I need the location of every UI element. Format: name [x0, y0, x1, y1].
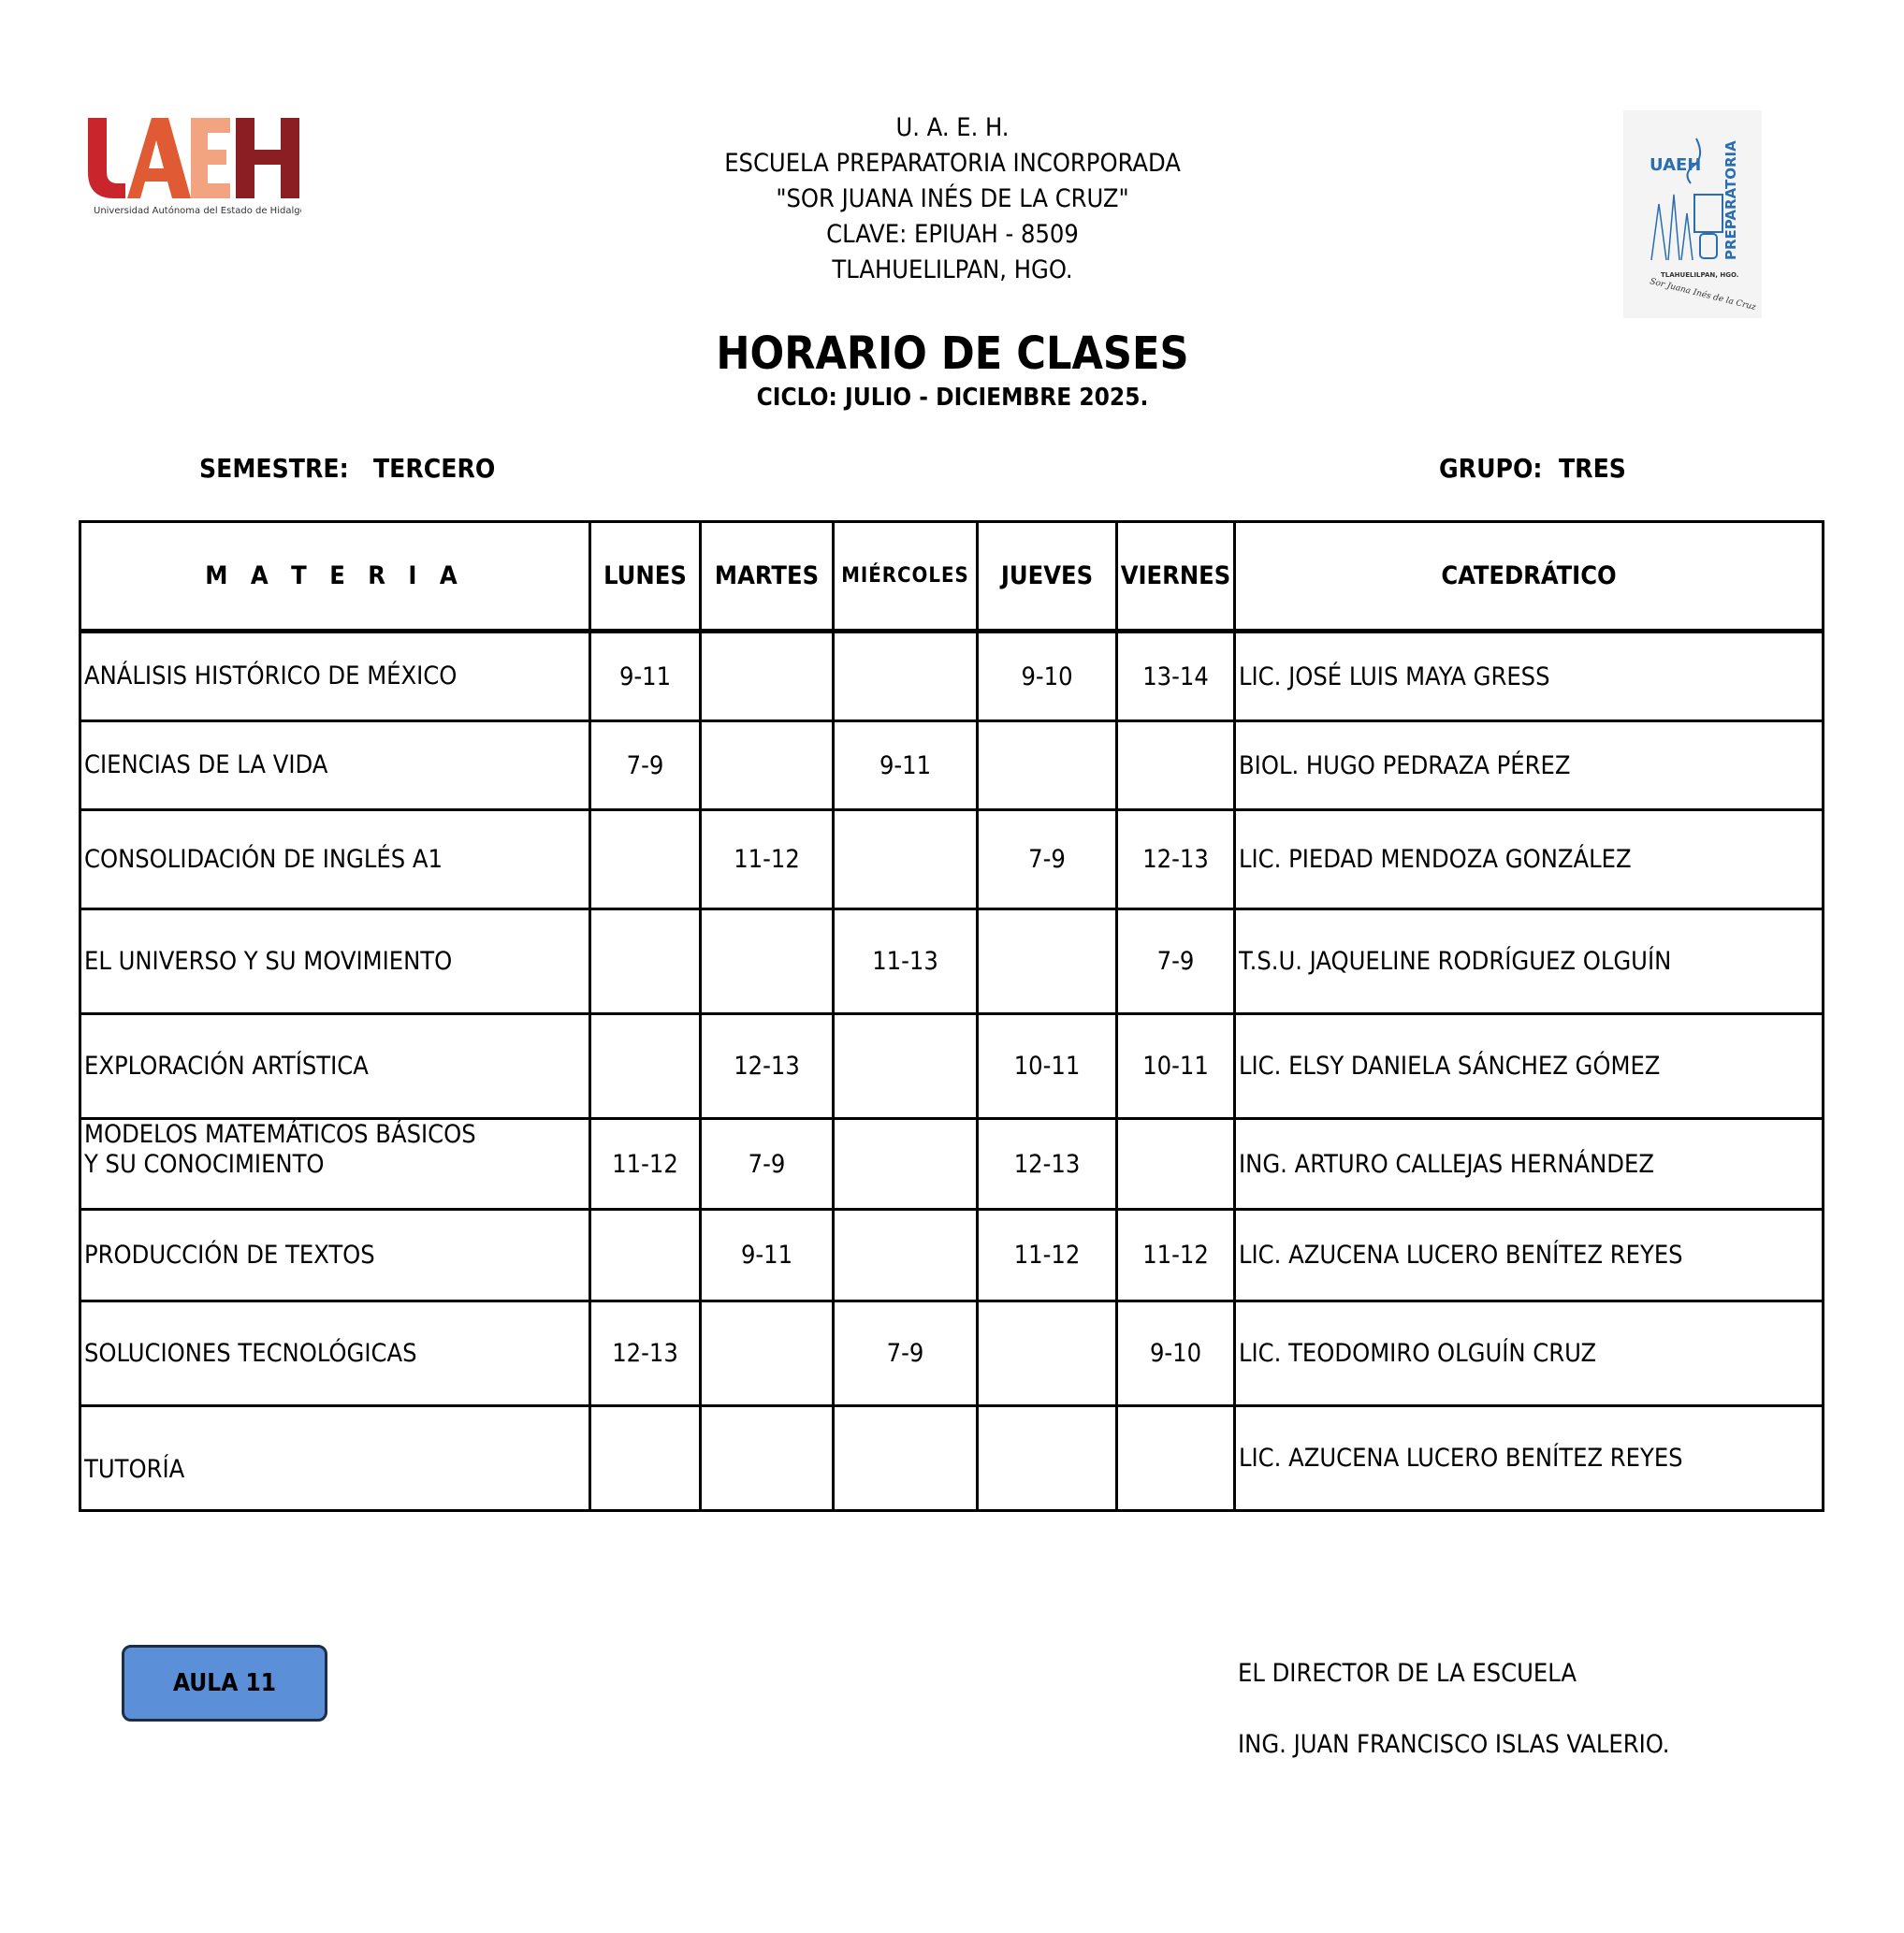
cell-martes: 9-11 [701, 1210, 834, 1301]
cell-viernes: 13-14 [1117, 632, 1235, 721]
cell-miercoles [834, 1210, 978, 1301]
group-label: GRUPO: TRES [1439, 453, 1626, 484]
header-jueves: JUEVES [978, 522, 1117, 632]
cell-lunes [590, 810, 701, 909]
cell-lunes [590, 909, 701, 1014]
table-row [80, 1119, 1824, 1210]
header-line-clave: CLAVE: EPIUAH - 8509 [826, 220, 1079, 249]
cell-viernes [1117, 1119, 1235, 1210]
schedule-table [79, 520, 1824, 1512]
preparatoria-seal-icon [1623, 110, 1762, 318]
cell-lunes: 7-9 [590, 721, 701, 810]
cell-catedratico: LIC. ELSY DANIELA SÁNCHEZ GÓMEZ [1235, 1014, 1824, 1119]
materia-line-2: Y SU CONOCIMIENTO [84, 1150, 325, 1179]
header-martes: MARTES [701, 522, 834, 632]
cell-jueves: 9-10 [978, 632, 1117, 721]
materia-line-1: MODELOS MATEMÁTICOS BÁSICOS [84, 1120, 476, 1149]
uaeh-logo [86, 116, 301, 221]
table-row [80, 1301, 1824, 1406]
header-lunes: LUNES [590, 522, 701, 632]
header-line-university: U. A. E. H. [895, 113, 1010, 142]
cell-jueves: 12-13 [978, 1119, 1117, 1210]
director-title: EL DIRECTOR DE LA ESCUELA [1238, 1659, 1577, 1688]
cell-martes [701, 1301, 834, 1406]
cell-materia: CONSOLIDACIÓN DE INGLÉS A1 [80, 810, 590, 909]
cell-catedratico: BIOL. HUGO PEDRAZA PÉREZ [1235, 721, 1824, 810]
cell-martes: 11-12 [701, 810, 834, 909]
cell-martes [701, 632, 834, 721]
cell-miercoles: 11-13 [834, 909, 978, 1014]
cell-miercoles [834, 1014, 978, 1119]
table-header-row [80, 522, 1824, 632]
svg-text:UAEH: UAEH [1650, 155, 1702, 175]
classroom-badge: AULA 11 [122, 1645, 327, 1722]
cell-materia: CIENCIAS DE LA VIDA [80, 721, 590, 810]
cell-viernes [1117, 721, 1235, 810]
header-miercoles: MIÉRCOLES [834, 522, 978, 632]
cell-materia [80, 1119, 590, 1210]
header-line-location: TLAHUELILPAN, HGO. [832, 255, 1073, 284]
svg-text:TLAHUELILPAN, HGO.: TLAHUELILPAN, HGO. [1661, 271, 1739, 279]
table-row [80, 1014, 1824, 1119]
cell-viernes: 7-9 [1117, 909, 1235, 1014]
cell-jueves [978, 721, 1117, 810]
cell-viernes: 10-11 [1117, 1014, 1235, 1119]
header-line-school: ESCUELA PREPARATORIA INCORPORADA [724, 149, 1181, 178]
table-row [80, 909, 1824, 1014]
cell-jueves [978, 1301, 1117, 1406]
cell-catedratico: ING. ARTURO CALLEJAS HERNÁNDEZ [1235, 1119, 1824, 1210]
header-materia: M A T E R I A [80, 522, 590, 632]
header-line-school-name: "SOR JUANA INÉS DE LA CRUZ" [776, 184, 1129, 213]
svg-text:Sor Juana Inés de la Cruz: Sor Juana Inés de la Cruz [1649, 277, 1757, 313]
cell-miercoles [834, 632, 978, 721]
cell-martes [701, 909, 834, 1014]
cell-lunes: 12-13 [590, 1301, 701, 1406]
cell-catedratico: LIC. TEODOMIRO OLGUÍN CRUZ [1235, 1301, 1824, 1406]
cell-viernes: 9-10 [1117, 1301, 1235, 1406]
cell-lunes [590, 1014, 701, 1119]
cell-martes: 12-13 [701, 1014, 834, 1119]
cell-catedratico: LIC. JOSÉ LUIS MAYA GRESS [1235, 632, 1824, 721]
cell-catedratico: T.S.U. JAQUELINE RODRÍGUEZ OLGUÍN [1235, 909, 1824, 1014]
cycle-subtitle: CICLO: JULIO - DICIEMBRE 2025. [756, 384, 1149, 412]
cell-materia: ANÁLISIS HISTÓRICO DE MÉXICO [80, 632, 590, 721]
cell-lunes: 11-12 [590, 1119, 701, 1210]
cell-martes [701, 1406, 834, 1511]
director-name: ING. JUAN FRANCISCO ISLAS VALERIO. [1238, 1730, 1670, 1759]
cell-miercoles: 9-11 [834, 721, 978, 810]
svg-text:Universidad Autónoma del Estad: Universidad Autónoma del Estado de Hidalgo [94, 206, 301, 216]
table-row [80, 1210, 1824, 1301]
cell-viernes [1117, 1406, 1235, 1511]
preparatoria-seal [1623, 110, 1762, 318]
cell-materia: TUTORÍA [80, 1406, 590, 1511]
cell-martes [701, 721, 834, 810]
cell-miercoles: 7-9 [834, 1301, 978, 1406]
table-row [80, 721, 1824, 810]
cell-materia: EXPLORACIÓN ARTÍSTICA [80, 1014, 590, 1119]
uaeh-logo-icon [86, 116, 301, 221]
cell-jueves [978, 1406, 1117, 1511]
cell-lunes [590, 1406, 701, 1511]
cell-martes: 7-9 [701, 1119, 834, 1210]
cell-lunes [590, 1210, 701, 1301]
table-row [80, 632, 1824, 721]
cell-jueves: 11-12 [978, 1210, 1117, 1301]
table-row [80, 810, 1824, 909]
cell-miercoles [834, 810, 978, 909]
cell-miercoles [834, 1119, 978, 1210]
table-row [80, 1406, 1824, 1511]
header-viernes: VIERNES [1117, 522, 1235, 632]
cell-miercoles [834, 1406, 978, 1511]
svg-text:PREPARATORIA: PREPARATORIA [1722, 140, 1739, 260]
page-title: HORARIO DE CLASES [716, 327, 1189, 380]
cell-materia: PRODUCCIÓN DE TEXTOS [80, 1210, 590, 1301]
cell-jueves: 10-11 [978, 1014, 1117, 1119]
header-block [655, 110, 1250, 288]
cell-viernes: 12-13 [1117, 810, 1235, 909]
cell-viernes: 11-12 [1117, 1210, 1235, 1301]
cell-jueves: 7-9 [978, 810, 1117, 909]
header-catedratico: CATEDRÁTICO [1235, 522, 1824, 632]
cell-materia: EL UNIVERSO Y SU MOVIMIENTO [80, 909, 590, 1014]
semester-label: SEMESTRE: TERCERO [199, 453, 496, 484]
cell-jueves [978, 909, 1117, 1014]
cell-lunes: 9-11 [590, 632, 701, 721]
cell-catedratico: LIC. PIEDAD MENDOZA GONZÁLEZ [1235, 810, 1824, 909]
cell-catedratico: LIC. AZUCENA LUCERO BENÍTEZ REYES [1235, 1210, 1824, 1301]
cell-catedratico: LIC. AZUCENA LUCERO BENÍTEZ REYES [1235, 1406, 1824, 1511]
cell-materia: SOLUCIONES TECNOLÓGICAS [80, 1301, 590, 1406]
